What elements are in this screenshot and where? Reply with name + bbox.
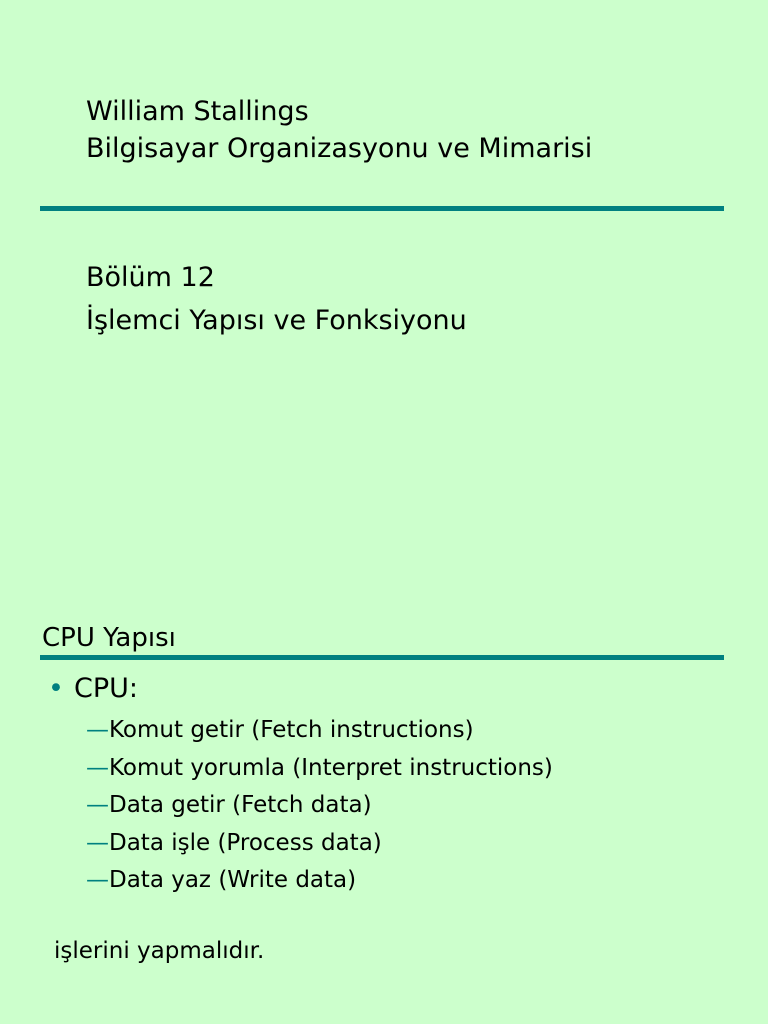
list-item: [86, 750, 553, 788]
chapter-title: İşlemci Yapısı ve Fonksiyonu: [86, 305, 467, 336]
list-item-text: Komut yorumla (Interpret instructions): [109, 754, 553, 781]
list-item-text: Data getir (Fetch data): [109, 792, 372, 818]
list-item-text: Data yaz (Write data): [109, 867, 357, 893]
chapter-number: Bölüm 12: [86, 262, 215, 293]
dash-icon: —: [86, 867, 109, 893]
title-divider: [40, 206, 724, 211]
list-item: [86, 787, 553, 825]
book-title: Bilgisayar Organizasyonu ve Mimarisi: [86, 133, 593, 164]
dash-icon: —: [86, 829, 109, 856]
bullet-dot-icon: •: [48, 673, 64, 704]
section-divider: [40, 655, 724, 660]
list-item-text: Data işle (Process data): [109, 829, 382, 856]
author-name: William Stallings: [86, 96, 309, 127]
list-item: [86, 825, 553, 863]
list-item: [86, 862, 553, 900]
list-item-text: Komut getir (Fetch instructions): [109, 717, 474, 743]
bullet-label: CPU:: [74, 673, 138, 704]
closing-text: işlerini yapmalıdır.: [54, 938, 265, 964]
section-heading: CPU Yapısı: [42, 623, 176, 653]
list-item: [86, 712, 553, 750]
dash-icon: —: [86, 717, 109, 743]
dash-icon: —: [86, 754, 109, 781]
bullet-item-cpu: [48, 672, 138, 706]
sub-item-list: [86, 712, 553, 900]
dash-icon: —: [86, 792, 109, 818]
